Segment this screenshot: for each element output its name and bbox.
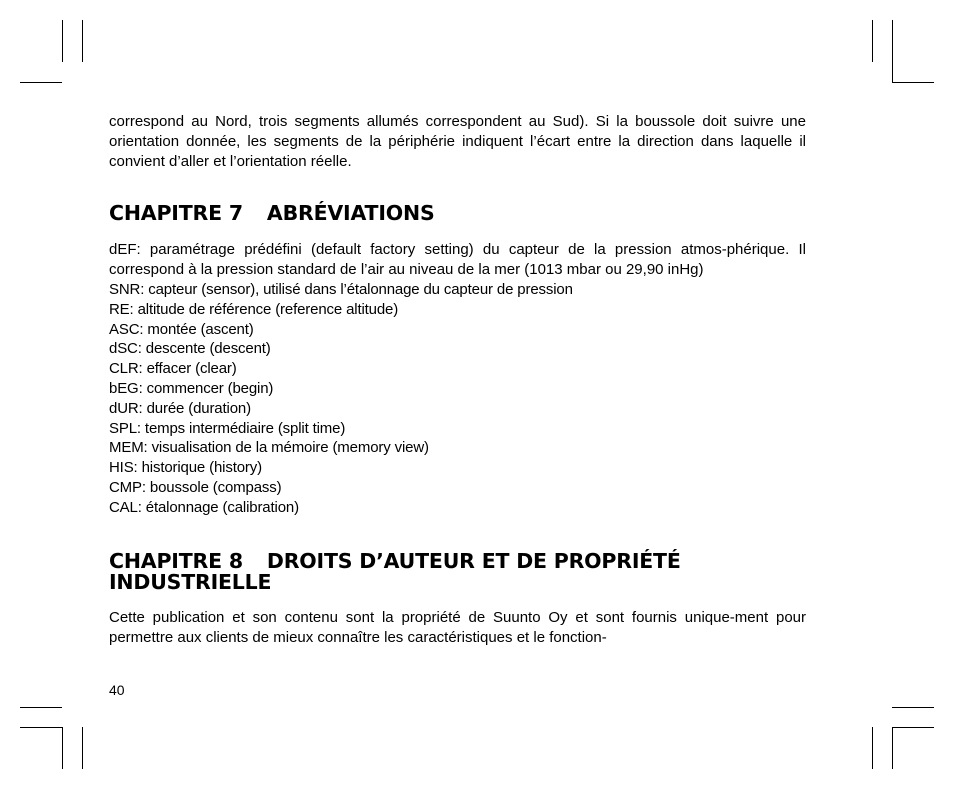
crop-mark-top-right-horizontal	[892, 82, 934, 83]
crop-mark-bottom-left-horizontal-outer	[20, 707, 62, 708]
abbreviation-item: bEG: commencer (begin)	[109, 379, 274, 397]
abbreviation-item: RE: altitude de référence (reference altitude)	[109, 300, 399, 318]
abbreviation-item: SPL: temps intermédiaire (split time)	[109, 419, 346, 437]
abbreviation-item: dSC: descente (descent)	[109, 340, 271, 358]
crop-mark-top-right-vertical-outer	[872, 20, 873, 62]
abbreviation-item: ASC: montée (ascent)	[109, 320, 254, 338]
abbreviation-item: HIS: historique (history)	[109, 459, 262, 477]
crop-mark-top-left-vertical-inner	[82, 20, 83, 62]
abbreviation-item: CLR: effacer (clear)	[109, 360, 237, 378]
abbreviation-item: CAL: étalonnage (calibration)	[109, 498, 299, 516]
crop-mark-bottom-right-horizontal-inner	[892, 727, 934, 728]
intro-paragraph: correspond au Nord, trois segments allumés correspondent au Sud). Si la boussole doit suivre une orientation donnée, les segments de la périphérie indiquent l’écart entre la direction dans laquelle il convient d’aller et l’orientation réelle.	[109, 113, 806, 170]
abbreviation-item: MEM: visualisation de la mémoire (memory view)	[109, 439, 429, 457]
crop-mark-bottom-right-vertical-outer	[872, 727, 873, 769]
chapter-7-title: ABRÉVIATIONS	[266, 201, 435, 225]
crop-mark-bottom-left-horizontal-inner	[20, 727, 62, 728]
abbreviation-item: dUR: durée (duration)	[109, 399, 251, 417]
crop-mark-bottom-left-vertical-inner	[82, 727, 83, 769]
crop-mark-bottom-right-vertical-inner	[892, 727, 893, 769]
abbreviation-item: SNR: capteur (sensor), utilisé dans l’étalonnage du capteur de pression	[109, 281, 573, 298]
chapter-8-title-line-1: DROITS D’AUTEUR ET DE PROPRIÉTÉ	[266, 548, 681, 573]
crop-mark-bottom-right-horizontal-outer	[892, 707, 934, 708]
abbreviation-list	[109, 280, 806, 518]
crop-mark-top-left-horizontal	[20, 82, 62, 83]
crop-mark-bottom-left-vertical-outer	[62, 727, 63, 769]
page-number: 40	[109, 682, 125, 698]
chapter-7-number: CHAPITRE 7	[109, 201, 243, 225]
chapter-8-paragraph: Cette publication et son contenu sont la propriété de Suunto Oy et sont fournis unique-ment pour permettre aux clients de mieux connaître les caractéristiques et le fonction-	[109, 608, 806, 646]
chapter-8-number: CHAPITRE 8	[109, 548, 243, 573]
chapter-8-title-line-2: INDUSTRIELLE	[109, 569, 272, 594]
crop-mark-top-right-vertical-inner	[892, 20, 893, 82]
page-content	[109, 112, 806, 648]
chapter-7-heading	[109, 203, 806, 224]
chapter-8-heading	[109, 548, 806, 594]
def-abbreviation-paragraph: dEF: paramétrage prédéfini (default factory setting) du capteur de la pression atmos-phérique. Il correspond à la pression standard de l’air au niveau de la mer (1013 mbar ou 29,90 inHg)	[109, 241, 806, 278]
abbreviation-item: CMP: boussole (compass)	[109, 478, 282, 496]
crop-mark-top-left-vertical-outer	[62, 20, 63, 62]
